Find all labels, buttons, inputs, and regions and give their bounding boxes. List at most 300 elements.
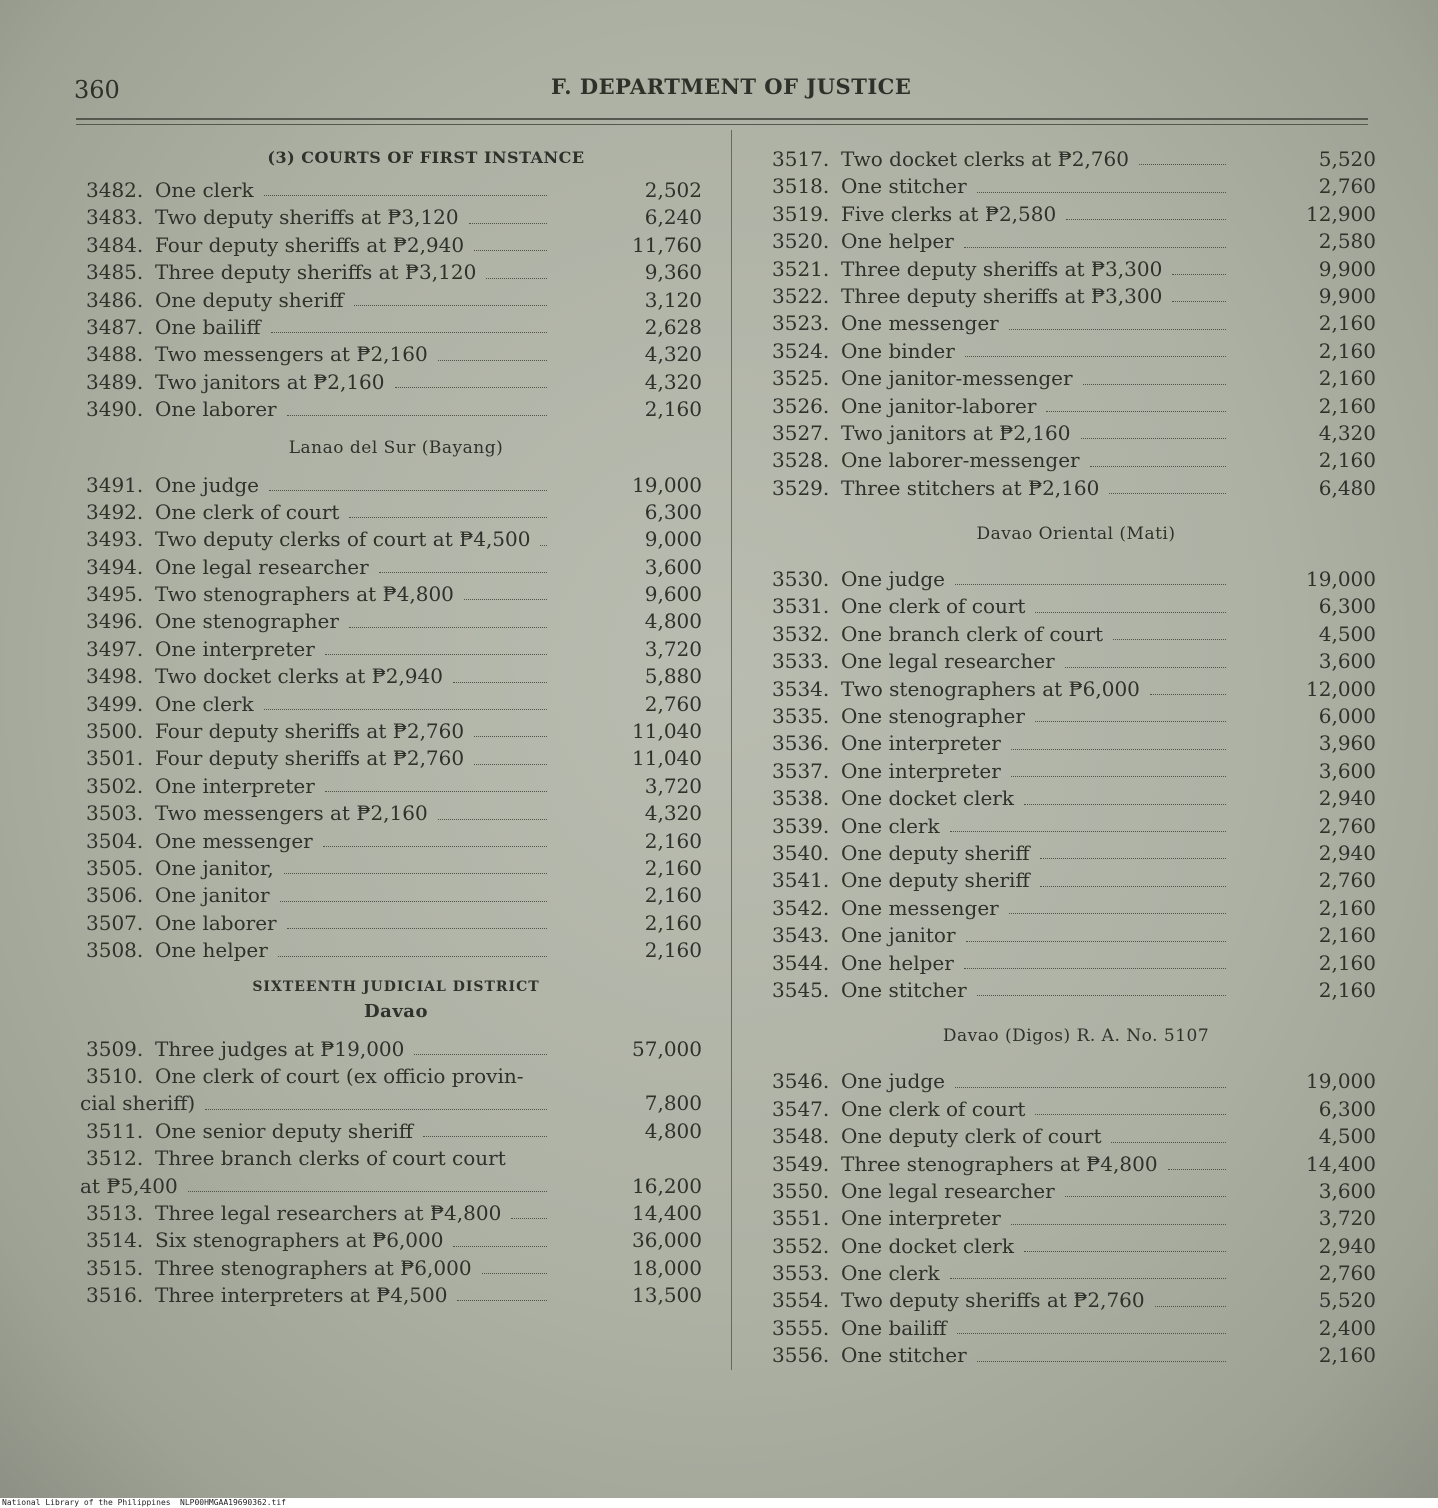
appropriation-row [80, 828, 712, 855]
item-amount: 3,720 [644, 636, 702, 661]
item-amount: 2,160 [1318, 950, 1376, 975]
item-amount: 12,900 [1306, 201, 1376, 226]
dot-leader [540, 545, 547, 546]
item-amount: 2,160 [644, 883, 702, 908]
item-description: One janitor-messenger [841, 366, 1073, 391]
item-amount: 2,160 [1318, 895, 1376, 920]
item-description: One helper [841, 950, 954, 975]
item-number: 3533. [772, 649, 830, 674]
appropriation-row [80, 1227, 712, 1254]
item-number: 3501. [86, 746, 144, 771]
appropriation-row [80, 937, 712, 964]
item-number: 3503. [86, 801, 144, 826]
item-amount: 2,502 [644, 178, 702, 202]
item-number: 3550. [772, 1178, 830, 1203]
appropriation-row [766, 648, 1386, 675]
appropriation-row [766, 758, 1386, 785]
appropriation-row [80, 636, 712, 663]
appropriation-row [766, 1287, 1386, 1314]
dot-leader [1035, 612, 1226, 613]
item-amount: 2,160 [1318, 366, 1376, 391]
dot-leader [323, 846, 547, 847]
item-number: 3529. [772, 475, 830, 500]
appropriation-row [80, 1118, 712, 1145]
item-number: 3525. [772, 366, 830, 391]
appropriation-row [80, 1282, 712, 1309]
item-number: 3538. [772, 786, 830, 811]
appropriation-row [766, 1205, 1386, 1232]
dot-leader [511, 1218, 547, 1219]
appropriation-row [80, 396, 712, 423]
item-amount: 4,320 [644, 369, 702, 394]
dot-leader [1040, 858, 1226, 859]
item-amount: 3,600 [1318, 758, 1376, 783]
dot-leader [453, 682, 547, 683]
appropriation-row [766, 703, 1386, 730]
item-number: 3522. [772, 283, 830, 308]
dot-leader [1139, 164, 1226, 165]
item-number: 3484. [86, 232, 144, 257]
appropriation-row [766, 1068, 1386, 1095]
item-description: One laborer [155, 910, 277, 935]
dot-leader [950, 831, 1226, 832]
item-description: One bailiff [841, 1315, 947, 1340]
appropriation-row [80, 855, 712, 882]
item-amount: 2,940 [1318, 786, 1376, 811]
footer-library: National Library of the Philippines [2, 1498, 171, 1507]
item-description: cial sheriff) [80, 1091, 196, 1116]
dot-leader [1109, 493, 1226, 494]
item-number: 3486. [86, 287, 144, 312]
appropriation-row [766, 393, 1386, 420]
dot-leader [1090, 466, 1226, 467]
section-heading: (3) COURTS OF FIRST INSTANCE [267, 148, 585, 167]
item-amount: 2,760 [1318, 813, 1376, 838]
item-description: Three stenographers at ₱4,800 [841, 1151, 1158, 1176]
item-number: 3541. [772, 868, 830, 893]
appropriation-row [80, 554, 712, 581]
dot-leader [395, 387, 547, 388]
item-amount: 3,600 [1318, 1178, 1376, 1203]
item-amount: 2,160 [644, 855, 702, 880]
item-amount: 11,040 [632, 746, 702, 771]
item-number: 3548. [772, 1124, 830, 1149]
left-group-1 [80, 177, 712, 424]
dot-leader [964, 247, 1226, 248]
dot-leader [955, 1087, 1226, 1088]
item-description: One docket clerk [841, 786, 1014, 811]
item-amount: 2,160 [1318, 311, 1376, 336]
dot-leader [1168, 1169, 1226, 1170]
item-number: 3521. [772, 256, 830, 281]
item-description: One janitor, [155, 855, 274, 880]
item-description: Two deputy sheriffs at ₱3,120 [155, 205, 459, 230]
item-description: One docket clerk [841, 1233, 1014, 1258]
appropriation-row [766, 867, 1386, 894]
item-number: 3551. [772, 1206, 830, 1231]
page-title: F. DEPARTMENT OF JUSTICE [551, 74, 912, 99]
item-description: One clerk of court [841, 1096, 1026, 1121]
item-description: One clerk [841, 1261, 940, 1286]
item-description: One janitor [841, 923, 956, 948]
dot-leader [325, 654, 547, 655]
item-amount: 2,160 [644, 910, 702, 935]
item-number: 3498. [86, 664, 144, 689]
item-amount: 3,960 [1318, 731, 1376, 756]
right-group-1 [766, 146, 1386, 502]
appropriation-row [766, 228, 1386, 255]
item-amount: 6,480 [1318, 475, 1376, 500]
appropriation-row [80, 204, 712, 231]
item-amount: 19,000 [1306, 567, 1376, 592]
item-amount: 18,000 [632, 1255, 702, 1280]
item-description: One deputy clerk of court [841, 1124, 1102, 1149]
dot-leader [414, 1054, 547, 1055]
item-number: 3491. [86, 472, 144, 497]
item-description: One judge [841, 567, 945, 592]
item-amount: 2,160 [644, 828, 702, 853]
appropriation-row [80, 341, 712, 368]
item-amount: 4,500 [1318, 621, 1376, 646]
item-description: Three deputy sheriffs at ₱3,300 [841, 283, 1163, 308]
item-number: 3487. [86, 314, 144, 339]
item-description: One stenographer [841, 704, 1025, 729]
appropriation-row [766, 1096, 1386, 1123]
item-amount: 12,000 [1306, 676, 1376, 701]
item-description: One interpreter [155, 773, 315, 798]
item-number: 3519. [772, 201, 830, 226]
item-amount: 6,000 [1318, 704, 1376, 729]
item-number: 3507. [86, 910, 144, 935]
item-description: One clerk [155, 691, 254, 716]
dot-leader [287, 928, 547, 929]
item-amount: 2,580 [1318, 229, 1376, 254]
item-number: 3528. [772, 448, 830, 473]
item-amount: 7,800 [644, 1091, 702, 1116]
dot-leader [486, 278, 547, 279]
item-description: One interpreter [841, 731, 1001, 756]
item-description: Two docket clerks at ₱2,940 [155, 664, 443, 689]
item-number: 3511. [86, 1118, 144, 1143]
dot-leader [1065, 667, 1226, 668]
dot-leader [1009, 329, 1226, 330]
appropriation-row [80, 800, 712, 827]
item-description: Four deputy sheriffs at ₱2,760 [155, 746, 465, 771]
item-amount: 5,880 [644, 664, 702, 689]
item-amount: 3,600 [644, 554, 702, 579]
appropriation-row [766, 840, 1386, 867]
item-amount: 4,320 [644, 801, 702, 826]
item-number: 3506. [86, 883, 144, 908]
item-number: 3539. [772, 813, 830, 838]
item-number: 3546. [772, 1069, 830, 1094]
appropriation-row [80, 499, 712, 526]
dot-leader [457, 1300, 547, 1301]
item-number: 3535. [772, 704, 830, 729]
appropriation-row [80, 314, 712, 341]
appropriation-row [766, 1178, 1386, 1205]
item-number: 3512. [86, 1146, 144, 1171]
dot-leader [1172, 274, 1226, 275]
item-number: 3555. [772, 1315, 830, 1340]
appropriation-row [766, 310, 1386, 337]
item-amount: 2,160 [1318, 923, 1376, 948]
appropriation-row [80, 177, 712, 204]
item-number: 3540. [772, 840, 830, 865]
item-description: One interpreter [155, 636, 315, 661]
item-number: 3500. [86, 719, 144, 744]
dot-leader [349, 517, 547, 518]
item-description: One janitor [155, 883, 270, 908]
item-description: Two deputy sheriffs at ₱2,760 [841, 1288, 1145, 1313]
dot-leader [1035, 721, 1226, 722]
item-number: 3492. [86, 499, 144, 524]
item-description: One stitcher [841, 174, 967, 199]
dot-leader [1024, 1251, 1226, 1252]
item-number: 3502. [86, 773, 144, 798]
item-description: One bailiff [155, 314, 261, 339]
item-number: 3517. [772, 147, 830, 171]
item-amount: 6,300 [644, 499, 702, 524]
item-number: 3552. [772, 1233, 830, 1258]
item-description: Two stenographers at ₱6,000 [841, 676, 1140, 701]
appropriation-row [766, 922, 1386, 949]
dot-leader [1113, 639, 1226, 640]
dot-leader [284, 873, 547, 874]
dot-leader [287, 415, 547, 416]
appropriation-row [80, 369, 712, 396]
appropriation-row [80, 1063, 712, 1090]
item-number: 3516. [86, 1283, 144, 1308]
item-description: One janitor-laborer [841, 393, 1037, 418]
item-amount: 9,900 [1318, 256, 1376, 281]
item-amount: 4,320 [1318, 420, 1376, 445]
item-number: 3537. [772, 758, 830, 783]
item-description: Four deputy sheriffs at ₱2,760 [155, 719, 465, 744]
item-amount: 2,160 [1318, 977, 1376, 1002]
item-number: 3523. [772, 311, 830, 336]
appropriation-row [80, 1090, 712, 1117]
dot-leader [205, 1109, 547, 1110]
dot-leader [188, 1191, 547, 1192]
item-amount: 2,160 [1318, 393, 1376, 418]
appropriation-row [766, 785, 1386, 812]
item-description: One stitcher [841, 1343, 967, 1368]
dot-leader [966, 941, 1226, 942]
dot-leader [354, 305, 547, 306]
page-number: 360 [74, 76, 120, 104]
appropriation-row [766, 1233, 1386, 1260]
appropriation-row [766, 201, 1386, 228]
item-amount: 2,160 [1318, 1343, 1376, 1368]
item-description: Three branch clerks of court court [155, 1146, 506, 1171]
item-amount: 9,900 [1318, 283, 1376, 308]
appropriation-row [766, 895, 1386, 922]
item-amount: 3,720 [644, 773, 702, 798]
item-number: 3514. [86, 1228, 144, 1253]
dot-leader [269, 490, 547, 491]
item-amount: 2,160 [1318, 338, 1376, 363]
dot-leader [1024, 804, 1226, 805]
item-number: 3527. [772, 420, 830, 445]
item-number: 3545. [772, 977, 830, 1002]
appropriation-row [80, 608, 712, 635]
header-rule-bottom [76, 124, 1368, 125]
appropriation-row [80, 526, 712, 553]
item-description: One judge [841, 1069, 945, 1094]
dot-leader [438, 819, 547, 820]
appropriation-row [80, 259, 712, 286]
dot-leader [325, 791, 547, 792]
item-number: 3494. [86, 554, 144, 579]
dot-leader [977, 995, 1226, 996]
dot-leader [1011, 1224, 1226, 1225]
dot-leader [955, 584, 1226, 585]
item-amount: 2,760 [1318, 174, 1376, 199]
dot-leader [482, 1273, 547, 1274]
item-description: One clerk [841, 813, 940, 838]
item-number: 3549. [772, 1151, 830, 1176]
subheading-davao-oriental: Davao Oriental (Mati) [976, 524, 1176, 545]
appropriation-row [80, 1036, 712, 1063]
item-amount: 2,940 [1318, 840, 1376, 865]
district-heading: SIXTEENTH JUDICIAL DISTRICT [252, 978, 540, 995]
dot-leader [950, 1278, 1226, 1279]
dot-leader [1081, 438, 1226, 439]
appropriation-row [80, 1173, 712, 1200]
item-number: 3513. [86, 1200, 144, 1225]
item-number: 3524. [772, 338, 830, 363]
item-description: One deputy sheriff [155, 287, 344, 312]
appropriation-row [80, 773, 712, 800]
appropriation-row [766, 283, 1386, 310]
item-description: One interpreter [841, 1206, 1001, 1231]
appropriation-row [766, 475, 1386, 502]
item-amount: 9,360 [644, 260, 702, 285]
item-description: Two stenographers at ₱4,800 [155, 582, 454, 607]
appropriation-row [766, 1151, 1386, 1178]
item-amount: 3,600 [1318, 649, 1376, 674]
item-description: One laborer [155, 397, 277, 422]
item-number: 3530. [772, 567, 830, 592]
dot-leader [469, 223, 547, 224]
item-amount: 2,760 [1318, 868, 1376, 893]
column-divider [731, 130, 732, 1370]
item-amount: 2,760 [644, 691, 702, 716]
appropriation-row [80, 287, 712, 314]
dot-leader [474, 736, 547, 737]
item-number: 3532. [772, 621, 830, 646]
item-amount: 2,160 [644, 397, 702, 422]
item-amount: 6,300 [1318, 1096, 1376, 1121]
appropriation-row [80, 663, 712, 690]
dot-leader [438, 360, 547, 361]
item-number: 3493. [86, 527, 144, 552]
item-amount: 2,160 [1318, 448, 1376, 473]
item-number: 3497. [86, 636, 144, 661]
item-amount: 11,760 [632, 232, 702, 257]
item-description: One branch clerk of court [841, 621, 1104, 646]
appropriation-row [766, 338, 1386, 365]
appropriation-row [766, 256, 1386, 283]
appropriation-row [766, 365, 1386, 392]
item-amount: 4,500 [1318, 1124, 1376, 1149]
subheading-davao: Davao [364, 1000, 428, 1022]
item-description: One legal researcher [841, 649, 1055, 674]
appropriation-row [80, 718, 712, 745]
appropriation-row [766, 813, 1386, 840]
item-description: Three stenographers at ₱6,000 [155, 1255, 472, 1280]
item-description: Five clerks at ₱2,580 [841, 201, 1057, 226]
dot-leader [349, 627, 547, 628]
item-number: 3526. [772, 393, 830, 418]
item-number: 3554. [772, 1288, 830, 1313]
dot-leader [271, 332, 547, 333]
dot-leader [1155, 1306, 1226, 1307]
item-number: 3556. [772, 1343, 830, 1368]
appropriation-row [766, 1123, 1386, 1150]
dot-leader [1040, 886, 1226, 887]
item-description: One messenger [155, 828, 313, 853]
dot-leader [1065, 1196, 1226, 1197]
item-amount: 5,520 [1318, 1288, 1376, 1313]
item-number: 3542. [772, 895, 830, 920]
appropriation-row [766, 1260, 1386, 1287]
dot-leader [379, 572, 547, 573]
item-amount: 9,000 [644, 527, 702, 552]
item-amount: 3,720 [1318, 1206, 1376, 1231]
item-description: Three deputy sheriffs at ₱3,120 [155, 260, 477, 285]
subheading-lanao: Lanao del Sur (Bayang) [288, 437, 504, 458]
item-description: One clerk of court (ex officio provin- [155, 1063, 524, 1088]
item-description: Three stitchers at ₱2,160 [841, 475, 1100, 500]
item-description: Two janitors at ₱2,160 [841, 420, 1071, 445]
item-description: One stitcher [841, 977, 967, 1002]
footer-file: NLP00HMGAA19690362.tif [180, 1498, 286, 1507]
item-description: One legal researcher [841, 1178, 1055, 1203]
item-amount: 16,200 [632, 1173, 702, 1198]
right-group-2 [766, 566, 1386, 1004]
appropriation-row [766, 730, 1386, 757]
item-amount: 4,800 [644, 609, 702, 634]
dot-leader [1066, 219, 1226, 220]
item-number: 3485. [86, 260, 144, 285]
item-amount: 19,000 [1306, 1069, 1376, 1094]
item-number: 3495. [86, 582, 144, 607]
appropriation-row [80, 1145, 712, 1172]
item-amount: 14,400 [632, 1200, 702, 1225]
item-number: 3488. [86, 342, 144, 367]
item-description: One deputy sheriff [841, 868, 1030, 893]
dot-leader [1111, 1142, 1226, 1143]
dot-leader [1035, 1114, 1226, 1115]
item-description: at ₱5,400 [80, 1173, 178, 1198]
item-number: 3518. [772, 174, 830, 199]
item-amount: 5,520 [1318, 147, 1376, 171]
appropriation-row [80, 691, 712, 718]
item-number: 3490. [86, 397, 144, 422]
appropriation-row [766, 566, 1386, 593]
dot-leader [1150, 694, 1226, 695]
item-amount: 13,500 [632, 1283, 702, 1308]
appropriation-row [766, 676, 1386, 703]
dot-leader [1083, 384, 1226, 385]
item-number: 3536. [772, 731, 830, 756]
item-number: 3553. [772, 1261, 830, 1286]
item-description: One deputy sheriff [841, 840, 1030, 865]
appropriation-row [80, 1200, 712, 1227]
appropriation-row [766, 447, 1386, 474]
